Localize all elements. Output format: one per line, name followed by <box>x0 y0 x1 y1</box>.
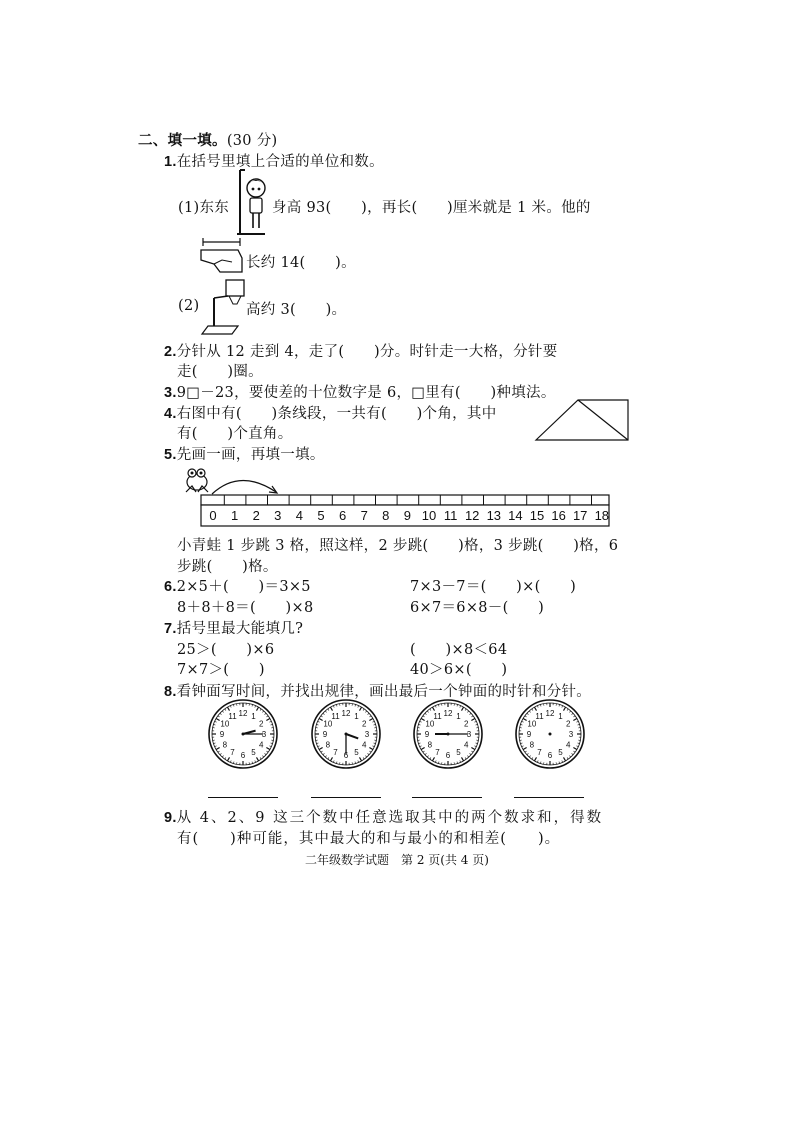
ruler-label-7: 7 <box>360 508 368 523</box>
clock-number-1: 1 <box>558 711 563 721</box>
ruler-label-15: 15 <box>529 508 545 523</box>
clock-number-7: 7 <box>435 748 440 758</box>
clock-number-2: 2 <box>463 719 469 729</box>
answer-blank-2[interactable] <box>311 797 381 798</box>
clock-number-9: 9 <box>526 730 532 739</box>
clock-face-2 <box>308 696 384 772</box>
clock-number-6: 6 <box>547 751 553 760</box>
clock-number-11: 11 <box>433 711 442 721</box>
clock-number-5: 5 <box>456 748 461 758</box>
ruler-label-6: 6 <box>338 508 347 523</box>
q5-text: 先画一画，再填一填。 <box>176 447 325 463</box>
section-title-text: 二、填一填。 <box>138 132 227 149</box>
section-title <box>138 129 278 150</box>
clock-center <box>549 733 552 736</box>
q9-line1-text: 从 4、2、9 这三个数中任意选取其中的两个数求和，得数 <box>176 810 604 826</box>
clock-number-6: 6 <box>343 751 349 760</box>
hand-length-illustration <box>198 238 246 278</box>
q1-line3-label: (2) <box>178 298 200 314</box>
clock-number-2: 2 <box>361 719 367 729</box>
q8-text: 看钟面写时间，并找出规律，画出最后一个钟面的时针和分针。 <box>176 684 592 700</box>
clock-number-8: 8 <box>222 740 228 750</box>
clock-number-1: 1 <box>251 711 256 721</box>
clock-number-6: 6 <box>445 751 451 760</box>
clock-number-4: 4 <box>258 740 264 750</box>
answer-blank-1[interactable] <box>208 797 278 798</box>
clock-number-10: 10 <box>323 719 333 729</box>
clock-number-2: 2 <box>258 719 264 729</box>
clock-number-12: 12 <box>443 709 453 718</box>
clock-number-2: 2 <box>565 719 571 729</box>
q7-number: 7. <box>164 621 177 637</box>
ruler-label-18: 18 <box>594 508 610 523</box>
q3-line <box>164 381 556 402</box>
q7-d: 40＞6×( ) <box>410 662 508 678</box>
clock-number-8: 8 <box>427 740 433 750</box>
q7-b: ( )×8＜64 <box>410 642 508 658</box>
ruler-label-17: 17 <box>572 508 588 523</box>
q6-row1-left <box>164 575 311 596</box>
q4-line1 <box>164 402 497 423</box>
ruler-label-3: 3 <box>274 508 282 523</box>
clock-number-4: 4 <box>565 740 571 750</box>
trapezoid-figure <box>534 398 630 442</box>
clock-number-4: 4 <box>361 740 367 750</box>
clock-number-8: 8 <box>325 740 331 750</box>
clock-number-5: 5 <box>251 748 256 758</box>
q4-line1-text: 右图中有( )条线段，一共有( )个角，其中 <box>176 406 497 422</box>
ruler-label-4: 4 <box>295 508 303 523</box>
q6-d: 6×7＝6×8－( ) <box>410 600 545 616</box>
clock-number-11: 11 <box>331 711 340 721</box>
ruler-label-13: 13 <box>486 508 502 523</box>
clock-number-6: 6 <box>240 751 246 760</box>
clock-number-3: 3 <box>364 730 370 739</box>
clock-number-12: 12 <box>238 709 248 718</box>
clock-number-8: 8 <box>529 740 535 750</box>
q9-number: 9. <box>164 810 177 826</box>
q1-number: 1. <box>164 154 177 170</box>
q1-heading <box>164 150 384 171</box>
clock-number-3: 3 <box>466 730 472 739</box>
clock-number-3: 3 <box>568 730 574 739</box>
clock-center <box>242 733 245 736</box>
ruler-label-5: 5 <box>317 508 325 523</box>
clock-number-7: 7 <box>537 748 542 758</box>
clock-number-4: 4 <box>463 740 469 750</box>
ruler-label-14: 14 <box>508 508 523 523</box>
ruler-label-9: 9 <box>403 508 411 523</box>
q1-line1-text: 身高 93( )，再长( )厘米就是 1 米。他的 <box>272 200 591 216</box>
q6-a: 2×5＋( )＝3×5 <box>176 579 311 595</box>
q7-heading <box>164 617 303 638</box>
q4-number: 4. <box>164 406 177 422</box>
clock-number-7: 7 <box>333 748 338 758</box>
clock-number-12: 12 <box>341 709 351 718</box>
ruler-label-1: 1 <box>230 508 239 523</box>
page-footer: 二年级数学试题 第 2 页(共 4 页) <box>305 853 489 867</box>
clock-number-1: 1 <box>354 711 359 721</box>
clock-number-11: 11 <box>228 711 237 721</box>
q9-line1 <box>164 806 603 827</box>
clock-number-7: 7 <box>230 748 235 758</box>
clock-number-10: 10 <box>425 719 435 729</box>
clock-center <box>345 733 348 736</box>
q1-line1-label: (1)东东 <box>178 200 230 216</box>
boy-height-illustration <box>235 168 271 236</box>
q6-number: 6. <box>164 579 177 595</box>
q2-line1 <box>164 340 558 361</box>
q5-line1: 小青蛙 1 步跳 3 格，照这样，2 步跳( )格，3 步跳( )格，6 <box>177 538 619 554</box>
ruler-label-10: 10 <box>421 508 437 523</box>
answer-blank-3[interactable] <box>412 797 482 798</box>
ruler-label-2: 2 <box>252 508 260 523</box>
q1-line3-text: 高约 3( )。 <box>246 302 347 318</box>
clock-number-9: 9 <box>219 730 225 739</box>
q9-line2: 有( )种可能，其中最大的和与最小的和相差( )。 <box>177 831 561 847</box>
section-score: (30 分) <box>226 133 278 149</box>
q3-text: 9□－23，要使差的十位数字是 6，□里有( )种填法。 <box>176 385 556 401</box>
ruler-label-11: 11 <box>443 508 458 523</box>
q6-c: 8＋8＋8＝( )×8 <box>177 600 314 616</box>
clock-number-9: 9 <box>322 730 328 739</box>
clock-number-1: 1 <box>456 711 461 721</box>
q2-line2: 走( )圈。 <box>177 364 263 380</box>
ruler-label-12: 12 <box>464 508 480 523</box>
clock-number-5: 5 <box>354 748 359 758</box>
clock-number-11: 11 <box>535 711 544 721</box>
clock-center <box>447 733 450 736</box>
q7-a: 25＞( )×6 <box>177 642 275 658</box>
q7-c: 7×7＞( ) <box>177 662 265 678</box>
clock-face-1 <box>205 696 281 772</box>
ruler-label-0: 0 <box>209 508 217 523</box>
q2-line1-text: 分针从 12 走到 4，走了( )分。时针走一大格，分针要 <box>176 344 558 360</box>
clock-number-5: 5 <box>558 748 563 758</box>
clock-face-4[interactable] <box>512 696 588 772</box>
q6-b: 7×3－7＝( )×( ) <box>410 579 577 595</box>
q7-text: 括号里最大能填几? <box>176 621 304 637</box>
q5-line2: 步跳( )格。 <box>177 559 278 575</box>
q1-line2-text: 长约 14( )。 <box>246 255 356 271</box>
clock-number-9: 9 <box>424 730 430 739</box>
q2-number: 2. <box>164 344 177 360</box>
answer-blank-4[interactable] <box>514 797 584 798</box>
clock-number-10: 10 <box>527 719 537 729</box>
clock-number-12: 12 <box>545 709 555 718</box>
q3-number: 3. <box>164 385 177 401</box>
clock-number-10: 10 <box>220 719 230 729</box>
clock-face-3 <box>410 696 486 772</box>
q5-heading <box>164 443 325 464</box>
clock-number-3: 3 <box>261 730 267 739</box>
q5-number: 5. <box>164 447 177 463</box>
q1-text: 在括号里填上合适的单位和数。 <box>176 154 384 170</box>
basketball-hoop-illustration <box>200 278 248 336</box>
q4-line2: 有( )个直角。 <box>177 426 293 442</box>
ruler-label-16: 16 <box>551 508 566 523</box>
q8-number: 8. <box>164 684 177 700</box>
ruler-label-8: 8 <box>382 508 390 523</box>
